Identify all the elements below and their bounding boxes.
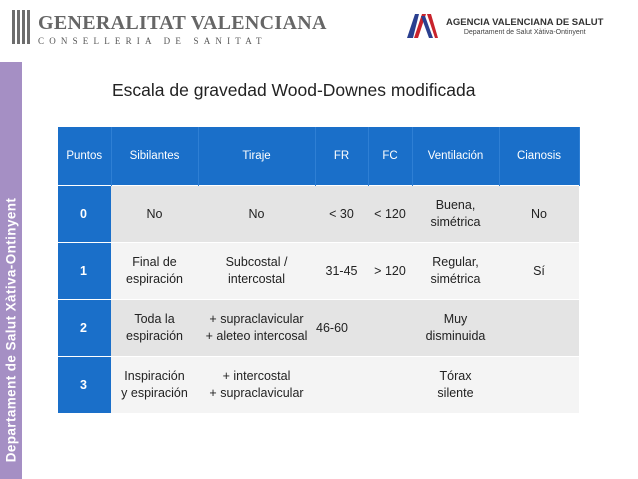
cell-sibilantes: Toda la espiración [111,300,198,357]
cell-fr: 46-60 [315,300,368,357]
cell-ventilacion: Tórax silente [412,357,499,414]
generalitat-subtitle: CONSELLERIA DE SANITAT [38,36,267,46]
table-row [58,243,579,300]
table-row [58,300,579,357]
cell-sibilantes: Final de espiración [111,243,198,300]
avs-subtitle: Departament de Salut Xàtiva-Ontinyent [463,29,586,36]
cell-ventilacion: Buena, simétrica [412,186,499,243]
cell-fr: < 30 [315,186,368,243]
header-sibilantes: Sibilantes [111,127,198,186]
page-title: Escala de gravedad Wood-Downes modificada [112,80,476,100]
cell-cianosis: Sí [499,243,579,300]
table-row [58,186,579,243]
table-row [58,357,579,414]
generalitat-name: GENERALITAT VALENCIANA [38,12,327,34]
generalitat-bars-icon [12,10,32,44]
table-header-row [58,127,579,186]
cell-fc [368,357,412,414]
avs-text-block [446,17,603,36]
sidebar-department-text: Departament de Salut Xàtiva-Ontinyent [3,197,19,463]
cell-ventilacion: Muy disminuida [412,300,499,357]
header-fr: FR [315,127,368,186]
avs-title: AGENCIA VALENCIANA DE SALUT [446,17,604,28]
header-puntos: Puntos [58,127,111,186]
cell-tiraje: Subcostal / intercostal [198,243,315,300]
cell-sibilantes: Inspiración y espiración [111,357,198,414]
cell-fr: 31-45 [315,243,368,300]
cell-ventilacion: Regular, simétrica [412,243,499,300]
avs-logo-icon [405,12,439,40]
cell-puntos: 2 [58,300,111,357]
cell-fc: < 120 [368,186,412,243]
cell-fc [368,300,412,357]
header-cianosis: Cianosis [499,127,579,186]
cell-cianosis [499,357,579,414]
cell-fc: > 120 [368,243,412,300]
wood-downes-table [58,127,580,413]
cell-fr [315,357,368,414]
header-tiraje: Tiraje [198,127,315,186]
cell-puntos: 3 [58,357,111,414]
cell-puntos: 1 [58,243,111,300]
header-fc: FC [368,127,412,186]
cell-tiraje: + intercostal + supraclavicular [198,357,315,414]
cell-sibilantes: No [111,186,198,243]
cell-puntos: 0 [58,186,111,243]
cell-tiraje: + supraclavicular + aleteo intercosal [198,300,315,357]
page-header [0,0,638,58]
cell-cianosis [499,300,579,357]
cell-cianosis: No [499,186,579,243]
header-ventilacion: Ventilación [412,127,499,186]
sidebar-band [0,62,22,479]
cell-tiraje: No [198,186,315,243]
